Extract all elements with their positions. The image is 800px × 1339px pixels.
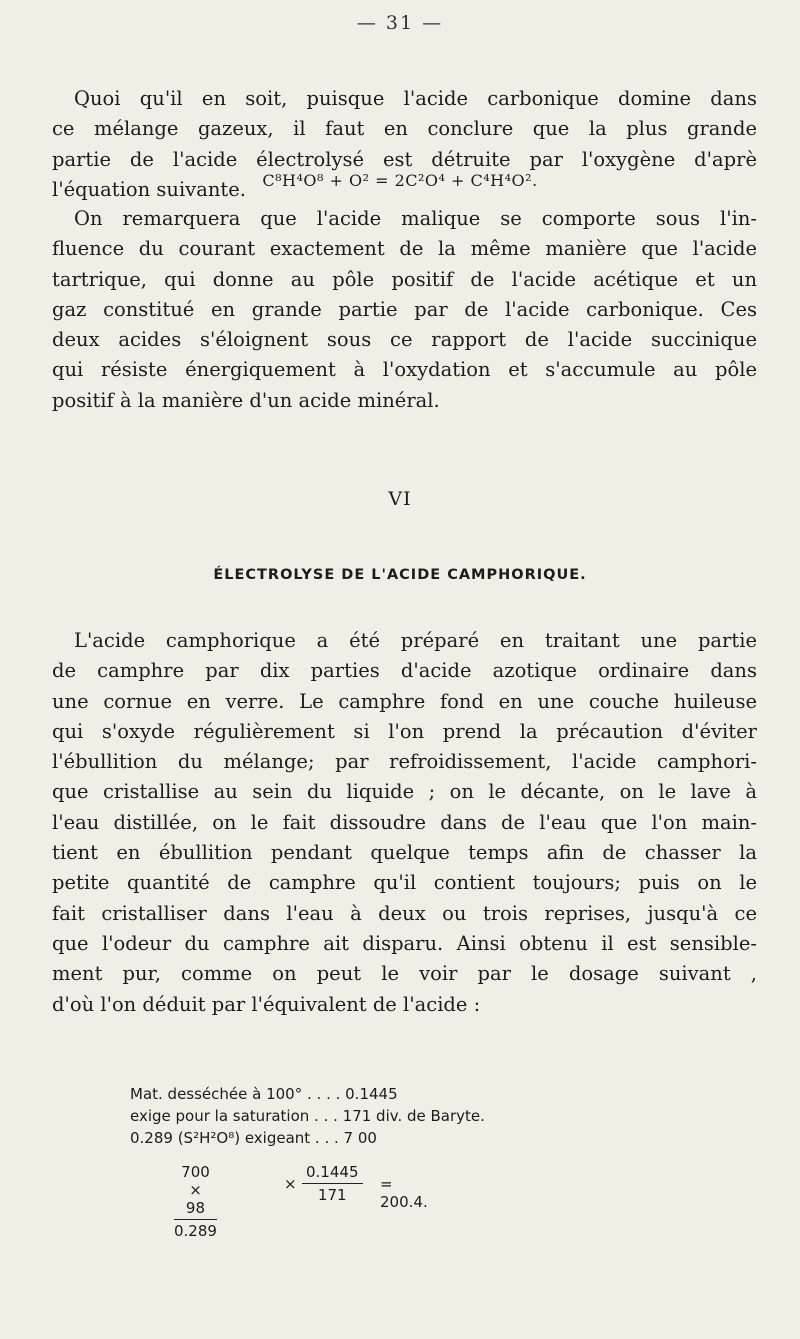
text-line: l'équation suivante.	[52, 177, 246, 201]
fraction-one-denominator: 0.289	[174, 1222, 217, 1240]
text-line: L'acide camphorique a été préparé en traitant une partie	[74, 629, 757, 652]
page-number: — 31 —	[356, 12, 444, 34]
text-line: qui résiste énergiquement à l'oxydation et s'accumule au pôle	[52, 358, 757, 382]
text-line: qui s'oxyde régulièrement si l'on prend la précaution d'éviter	[52, 719, 757, 743]
text-line: fluence du courant exactement de la même manière que l'acide	[52, 237, 757, 261]
text-line: de camphre par dix parties d'acide azotique ordinaire dans	[52, 659, 757, 683]
text-line: fait cristalliser dans l'eau à deux ou trois reprises, jusqu'à ce	[52, 901, 757, 925]
text-line: tartrique, qui donne au pôle positif de l'acide acétique et un	[52, 267, 757, 291]
text-line: On remarquera que l'acide malique se comporte sous l'in-	[74, 207, 757, 230]
fraction-two-denominator: 171	[317, 1186, 347, 1204]
text-line: tient en ébullition pendant quelque temps afin de chasser la	[52, 841, 757, 865]
text-line: d'où l'on déduit par l'équivalent de l'acide :	[52, 992, 481, 1016]
fraction-two	[302, 1163, 363, 1204]
text-line: que l'odeur du camphre ait disparu. Ainsi obtenu il est sensible-	[52, 931, 757, 955]
text-line: gaz constitué en grande partie par de l'acide carbonique. Ces	[52, 297, 757, 321]
chemical-equation: C⁸H⁴O⁸ + O² = 2C²O⁴ + C⁴H⁴O².	[262, 171, 538, 190]
section-title: ÉLECTROLYSE DE L'ACIDE CAMPHORIQUE.	[213, 567, 587, 583]
text-line: positif à la manière d'un acide minéral.	[52, 388, 440, 412]
text-line: que cristallise au sein du liquide ; on le décante, on le lave à	[52, 780, 757, 804]
calculation-result: = 200.4.	[380, 1175, 428, 1211]
fraction-one	[174, 1163, 217, 1240]
text-line: petite quantité de camphre qu'il contient toujours; puis on le	[52, 871, 757, 895]
measurement-row: Mat. desséchée à 100° . . . . 0.1445	[130, 1085, 398, 1103]
text-line: partie de l'acide électrolysé est détruite par l'oxygène d'aprè	[52, 147, 757, 171]
fraction-two-numerator: 0.1445	[302, 1163, 363, 1184]
text-line: ment pur, comme on peut le voir par le dosage suivant ,	[52, 962, 757, 986]
multiply-sign: ×	[284, 1175, 297, 1193]
paragraph-malic-acid	[52, 204, 757, 416]
section-number: VI	[388, 488, 412, 510]
text-line: l'ébullition du mélange; par refroidissement, l'acide camphori-	[52, 750, 757, 774]
text-line: Quoi qu'il en soit, puisque l'acide carbonique domine dans	[74, 87, 757, 110]
text-line: ce mélange gazeux, il faut en conclure que la plus grande	[52, 117, 757, 141]
measurement-table	[130, 1083, 485, 1149]
paragraph-camphoric-acid	[52, 626, 757, 1020]
text-line: l'eau distillée, on le fait dissoudre dans de l'eau que l'on main-	[52, 810, 757, 834]
measurement-row: exige pour la saturation . . . 171 div. de Baryte.	[130, 1107, 485, 1125]
fraction-one-numerator: 700 × 98	[174, 1163, 217, 1220]
measurement-row: 0.289 (S²H²O⁸) exigeant . . . 7 00	[130, 1129, 377, 1147]
text-line: deux acides s'éloignent sous ce rapport de l'acide succinique	[52, 328, 757, 352]
text-line: une cornue en verre. Le camphre fond en une couche huileuse	[52, 689, 757, 713]
